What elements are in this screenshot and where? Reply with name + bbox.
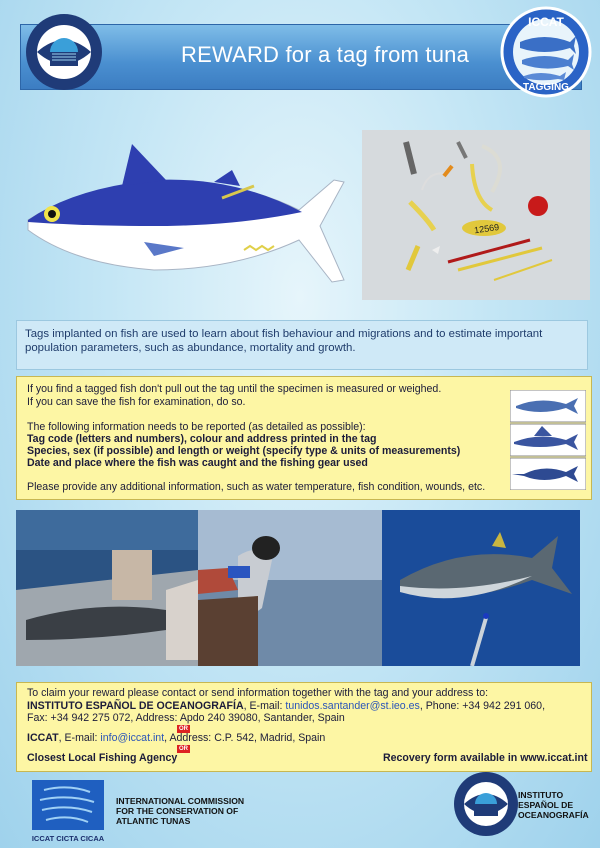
iccat-tagging-logo	[500, 6, 592, 98]
ieo-institute-name	[518, 790, 589, 820]
iccat-address: , Address: C.P. 542, Madrid, Spain	[164, 732, 326, 744]
info-bold-3: Date and place where the fish was caught and the fishing gear used	[27, 457, 368, 469]
species-thumbnails	[510, 390, 586, 490]
iccat-footer-line-1: INTERNATIONAL COMMISSION	[116, 796, 245, 806]
ieo-phone: , Phone: +34 942 291 060,	[419, 700, 546, 712]
bluefin-tuna-illustration	[14, 130, 359, 300]
local-agency: Closest Local Fishing Agency	[27, 752, 178, 764]
ieo-footer-line-2: ESPAÑOL DE	[518, 800, 574, 810]
underwater-tuna-photo	[382, 510, 580, 666]
ieo-name: INSTITUTO ESPAÑOL DE OCEANOGRAFÍA	[27, 700, 244, 712]
iccat-commission-logo	[28, 780, 108, 844]
recovery-form-note: Recovery form available in www.iccat.int	[383, 752, 588, 764]
claim-iccat-line	[27, 732, 325, 745]
info-line-3: The following information needs to be reported (as detailed as possible):	[27, 421, 366, 433]
iccat-email-prefix: , E-mail:	[58, 732, 101, 744]
tags-photo	[362, 130, 590, 300]
ieo-email-link[interactable]: tunidos.santander@st.ieo.es	[285, 700, 420, 712]
page-title: REWARD for a tag from tuna	[180, 42, 470, 67]
ieo-email-prefix: , E-mail:	[243, 700, 286, 712]
tagging-tuna-photo	[198, 510, 382, 666]
iccat-footer-line-2: FOR THE CONSERVATION OF	[116, 806, 239, 816]
iccat-footer-line-3: ATLANTIC TUNAS	[116, 816, 191, 826]
iccat-commission-name	[116, 796, 244, 826]
claim-ieo-line	[27, 700, 545, 713]
info-line-2: If you can save the fish for examination, do so.	[27, 396, 246, 408]
info-bold-2: Species, sex (if possible) and length or weight (specify type & units of measurements)	[27, 445, 461, 457]
fishing-boat-photo	[16, 510, 198, 666]
claim-intro: To claim your reward please contact or send information together with the tag and your address to:	[27, 687, 489, 699]
ieo-footer-line-3: OCEANOGRAFÍA	[518, 810, 589, 820]
info-panel	[16, 376, 592, 500]
iccat-logo-caption: ICCAT CICTA CICAA	[31, 834, 105, 843]
ieo-fax-address: Fax: +34 942 275 072, Address: Apdo 240 39080, Santander, Spain	[27, 712, 345, 724]
iccat-logo-bottom-text: TAGGING	[523, 82, 569, 93]
intro-line-1: Tags implanted on fish are used to learn about fish behaviour and migrations and to estimate important	[25, 328, 543, 340]
info-line-4: Please provide any additional information, such as water temperature, fish condition, wounds, etc.	[27, 481, 486, 493]
info-bold-1: Tag code (letters and numbers), colour and address printed in the tag	[27, 433, 377, 445]
ieo-logo	[24, 12, 104, 92]
claim-panel	[16, 682, 592, 772]
or-badge-1: OR	[179, 726, 188, 732]
iccat-logo-top-text: ICCAT	[528, 15, 564, 29]
intro-line-2: population parameters, such as abundance, mortality and growth.	[25, 342, 356, 354]
or-badge-2: OR	[179, 746, 188, 752]
info-line-1: If you find a tagged fish don't pull out the tag until the specimen is measured or weighed.	[27, 383, 442, 395]
ieo-footer-logo	[452, 770, 520, 838]
iccat-name: ICCAT	[27, 732, 59, 744]
intro-panel	[16, 320, 588, 370]
ieo-footer-line-1: INSTITUTO	[518, 790, 564, 800]
tag-code-label: 12569	[473, 221, 500, 236]
iccat-email-link[interactable]: info@iccat.int	[100, 732, 165, 744]
